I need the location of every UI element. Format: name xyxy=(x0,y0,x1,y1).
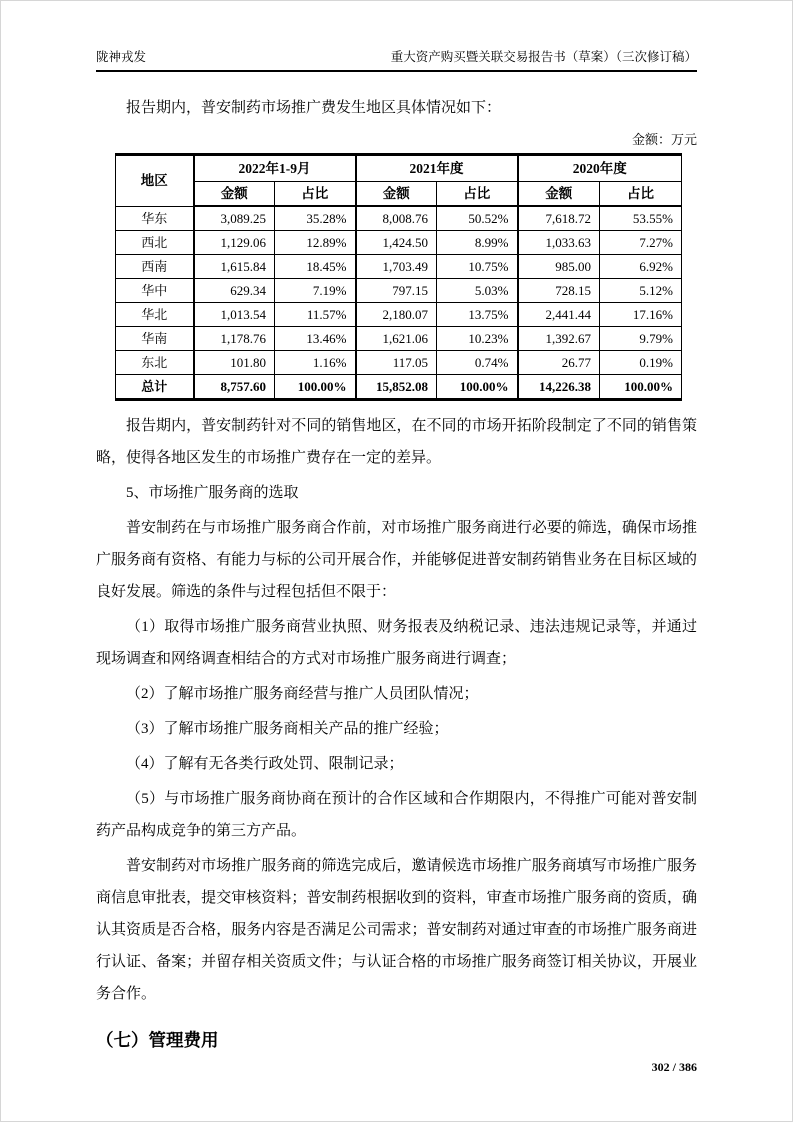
amount-cell: 1,013.54 xyxy=(194,303,275,327)
ratio-cell: 7.27% xyxy=(600,231,682,255)
amount-cell: 728.15 xyxy=(518,279,600,303)
table-header-measure-row xyxy=(116,182,682,207)
ratio-cell: 9.79% xyxy=(600,327,682,351)
ratio-cell: 13.75% xyxy=(437,303,518,327)
amount-cell: 26.77 xyxy=(518,351,600,375)
region-cell: 总计 xyxy=(116,375,194,400)
ratio-cell: 18.45% xyxy=(275,255,356,279)
list-item-5: （5）与市场推广服务商协商在预计的合作区域和合作期限内，不得推广可能对普安制药产品构成竞争的第三方产品。 xyxy=(96,791,697,839)
ratio-cell: 5.12% xyxy=(600,279,682,303)
header-company-name: 陇神戎发 xyxy=(96,50,147,64)
amount-cell: 1,392.67 xyxy=(518,327,600,351)
amount-cell: 1,033.63 xyxy=(518,231,600,255)
ratio-cell: 10.23% xyxy=(437,327,518,351)
table-row xyxy=(116,327,682,351)
page-number: 302 / 386 xyxy=(651,1060,697,1074)
amount-cell: 1,615.84 xyxy=(194,255,275,279)
unit-label: 金额：万元 xyxy=(631,132,697,147)
region-cell: 东北 xyxy=(116,351,194,375)
ratio-cell: 13.46% xyxy=(275,327,356,351)
col-header-ratio-2022: 占比 xyxy=(275,182,356,207)
page-header xyxy=(96,50,697,72)
amount-cell: 3,089.25 xyxy=(194,206,275,231)
amount-cell: 15,852.08 xyxy=(356,375,437,400)
region-cell: 西北 xyxy=(116,231,194,255)
amount-cell: 1,621.06 xyxy=(356,327,437,351)
table-total-row xyxy=(116,375,682,400)
ratio-cell: 17.16% xyxy=(600,303,682,327)
amount-cell: 985.00 xyxy=(518,255,600,279)
ratio-cell: 100.00% xyxy=(600,375,682,400)
ratio-cell: 8.99% xyxy=(437,231,518,255)
table-row xyxy=(116,231,682,255)
section-heading: （七）管理费用 xyxy=(96,1030,219,1050)
ratio-cell: 50.52% xyxy=(437,206,518,231)
amount-cell: 101.80 xyxy=(194,351,275,375)
table-header-period-row xyxy=(116,155,682,182)
amount-cell: 2,180.07 xyxy=(356,303,437,327)
ratio-cell: 10.75% xyxy=(437,255,518,279)
amount-cell: 8,008.76 xyxy=(356,206,437,231)
ratio-cell: 12.89% xyxy=(275,231,356,255)
ratio-cell: 5.03% xyxy=(437,279,518,303)
list-item-2: （2）了解市场推广服务商经营与推广人员团队情况； xyxy=(126,686,479,702)
ratio-cell: 0.74% xyxy=(437,351,518,375)
subheading-5: 5、市场推广服务商的选取 xyxy=(126,485,299,501)
col-header-ratio-2021: 占比 xyxy=(437,182,518,207)
region-cell: 华中 xyxy=(116,279,194,303)
intro-paragraph: 报告期内，普安制药市场推广费发生地区具体情况如下： xyxy=(126,100,502,116)
amount-cell: 629.34 xyxy=(194,279,275,303)
table-row xyxy=(116,303,682,327)
amount-cell: 1,424.50 xyxy=(356,231,437,255)
ratio-cell: 35.28% xyxy=(275,206,356,231)
list-item-3: （3）了解市场推广服务商相关产品的推广经验； xyxy=(126,721,449,737)
col-header-period-2020: 2020年度 xyxy=(518,155,682,182)
table-row xyxy=(116,279,682,303)
col-header-amount-2021: 金额 xyxy=(356,182,437,207)
list-item-4: （4）了解有无各类行政处罚、限制记录； xyxy=(126,756,404,772)
list-item-1: （1）取得市场推广服务商营业执照、财务报表及纳税记录、违法违规记录等，并通过现场调查和网络调查相结合的方式对市场推广服务商进行调查； xyxy=(96,619,697,667)
col-header-period-2022: 2022年1-9月 xyxy=(194,155,356,182)
col-header-amount-2020: 金额 xyxy=(518,182,600,207)
amount-cell: 117.05 xyxy=(356,351,437,375)
amount-cell: 2,441.44 xyxy=(518,303,600,327)
amount-cell: 14,226.38 xyxy=(518,375,600,400)
table-row xyxy=(116,351,682,375)
col-header-period-2021: 2021年度 xyxy=(356,155,518,182)
amount-cell: 1,178.76 xyxy=(194,327,275,351)
para-post-screening: 普安制药对市场推广服务商的筛选完成后，邀请候选市场推广服务商填写市场推广服务商信息审批表，提交审核资料；普安制药根据收到的资料，审查市场推广服务商的资质，确认其资质是否合格，服务内容是否满足公司需求；普安制药对通过审查的市场推广服务商进行认证、备案；并留存相关资质文件；与认证合格的市场推广服务商签订相关协议，开展业务合作。 xyxy=(96,858,697,1002)
col-header-ratio-2020: 占比 xyxy=(600,182,682,207)
ratio-cell: 11.57% xyxy=(275,303,356,327)
para-screening-intro: 普安制药在与市场推广服务商合作前，对市场推广服务商进行必要的筛选，确保市场推广服务商有资格、有能力与标的公司开展合作，并能够促进普安制药销售业务在目标区域的良好发展。筛选的条件与过程包括但不限于： xyxy=(96,520,697,600)
ratio-cell: 53.55% xyxy=(600,206,682,231)
ratio-cell: 7.19% xyxy=(275,279,356,303)
header-document-title: 重大资产购买暨关联交易报告书（草案）（三次修订稿） xyxy=(390,50,697,64)
ratio-cell: 100.00% xyxy=(437,375,518,400)
ratio-cell: 1.16% xyxy=(275,351,356,375)
para-region-strategy: 报告期内，普安制药针对不同的销售地区，在不同的市场开拓阶段制定了不同的销售策略，使得各地区发生的市场推广费存在一定的差异。 xyxy=(96,418,697,466)
region-cell: 华北 xyxy=(116,303,194,327)
table-row xyxy=(116,206,682,231)
region-promotion-fee-table xyxy=(115,153,682,401)
ratio-cell: 100.00% xyxy=(275,375,356,400)
region-cell: 西南 xyxy=(116,255,194,279)
region-cell: 华南 xyxy=(116,327,194,351)
table-row xyxy=(116,255,682,279)
amount-cell: 8,757.60 xyxy=(194,375,275,400)
region-cell: 华东 xyxy=(116,206,194,231)
amount-cell: 1,703.49 xyxy=(356,255,437,279)
amount-cell: 1,129.06 xyxy=(194,231,275,255)
ratio-cell: 6.92% xyxy=(600,255,682,279)
amount-cell: 7,618.72 xyxy=(518,206,600,231)
ratio-cell: 0.19% xyxy=(600,351,682,375)
col-header-amount-2022: 金额 xyxy=(194,182,275,207)
amount-cell: 797.15 xyxy=(356,279,437,303)
col-header-region: 地区 xyxy=(116,155,194,207)
